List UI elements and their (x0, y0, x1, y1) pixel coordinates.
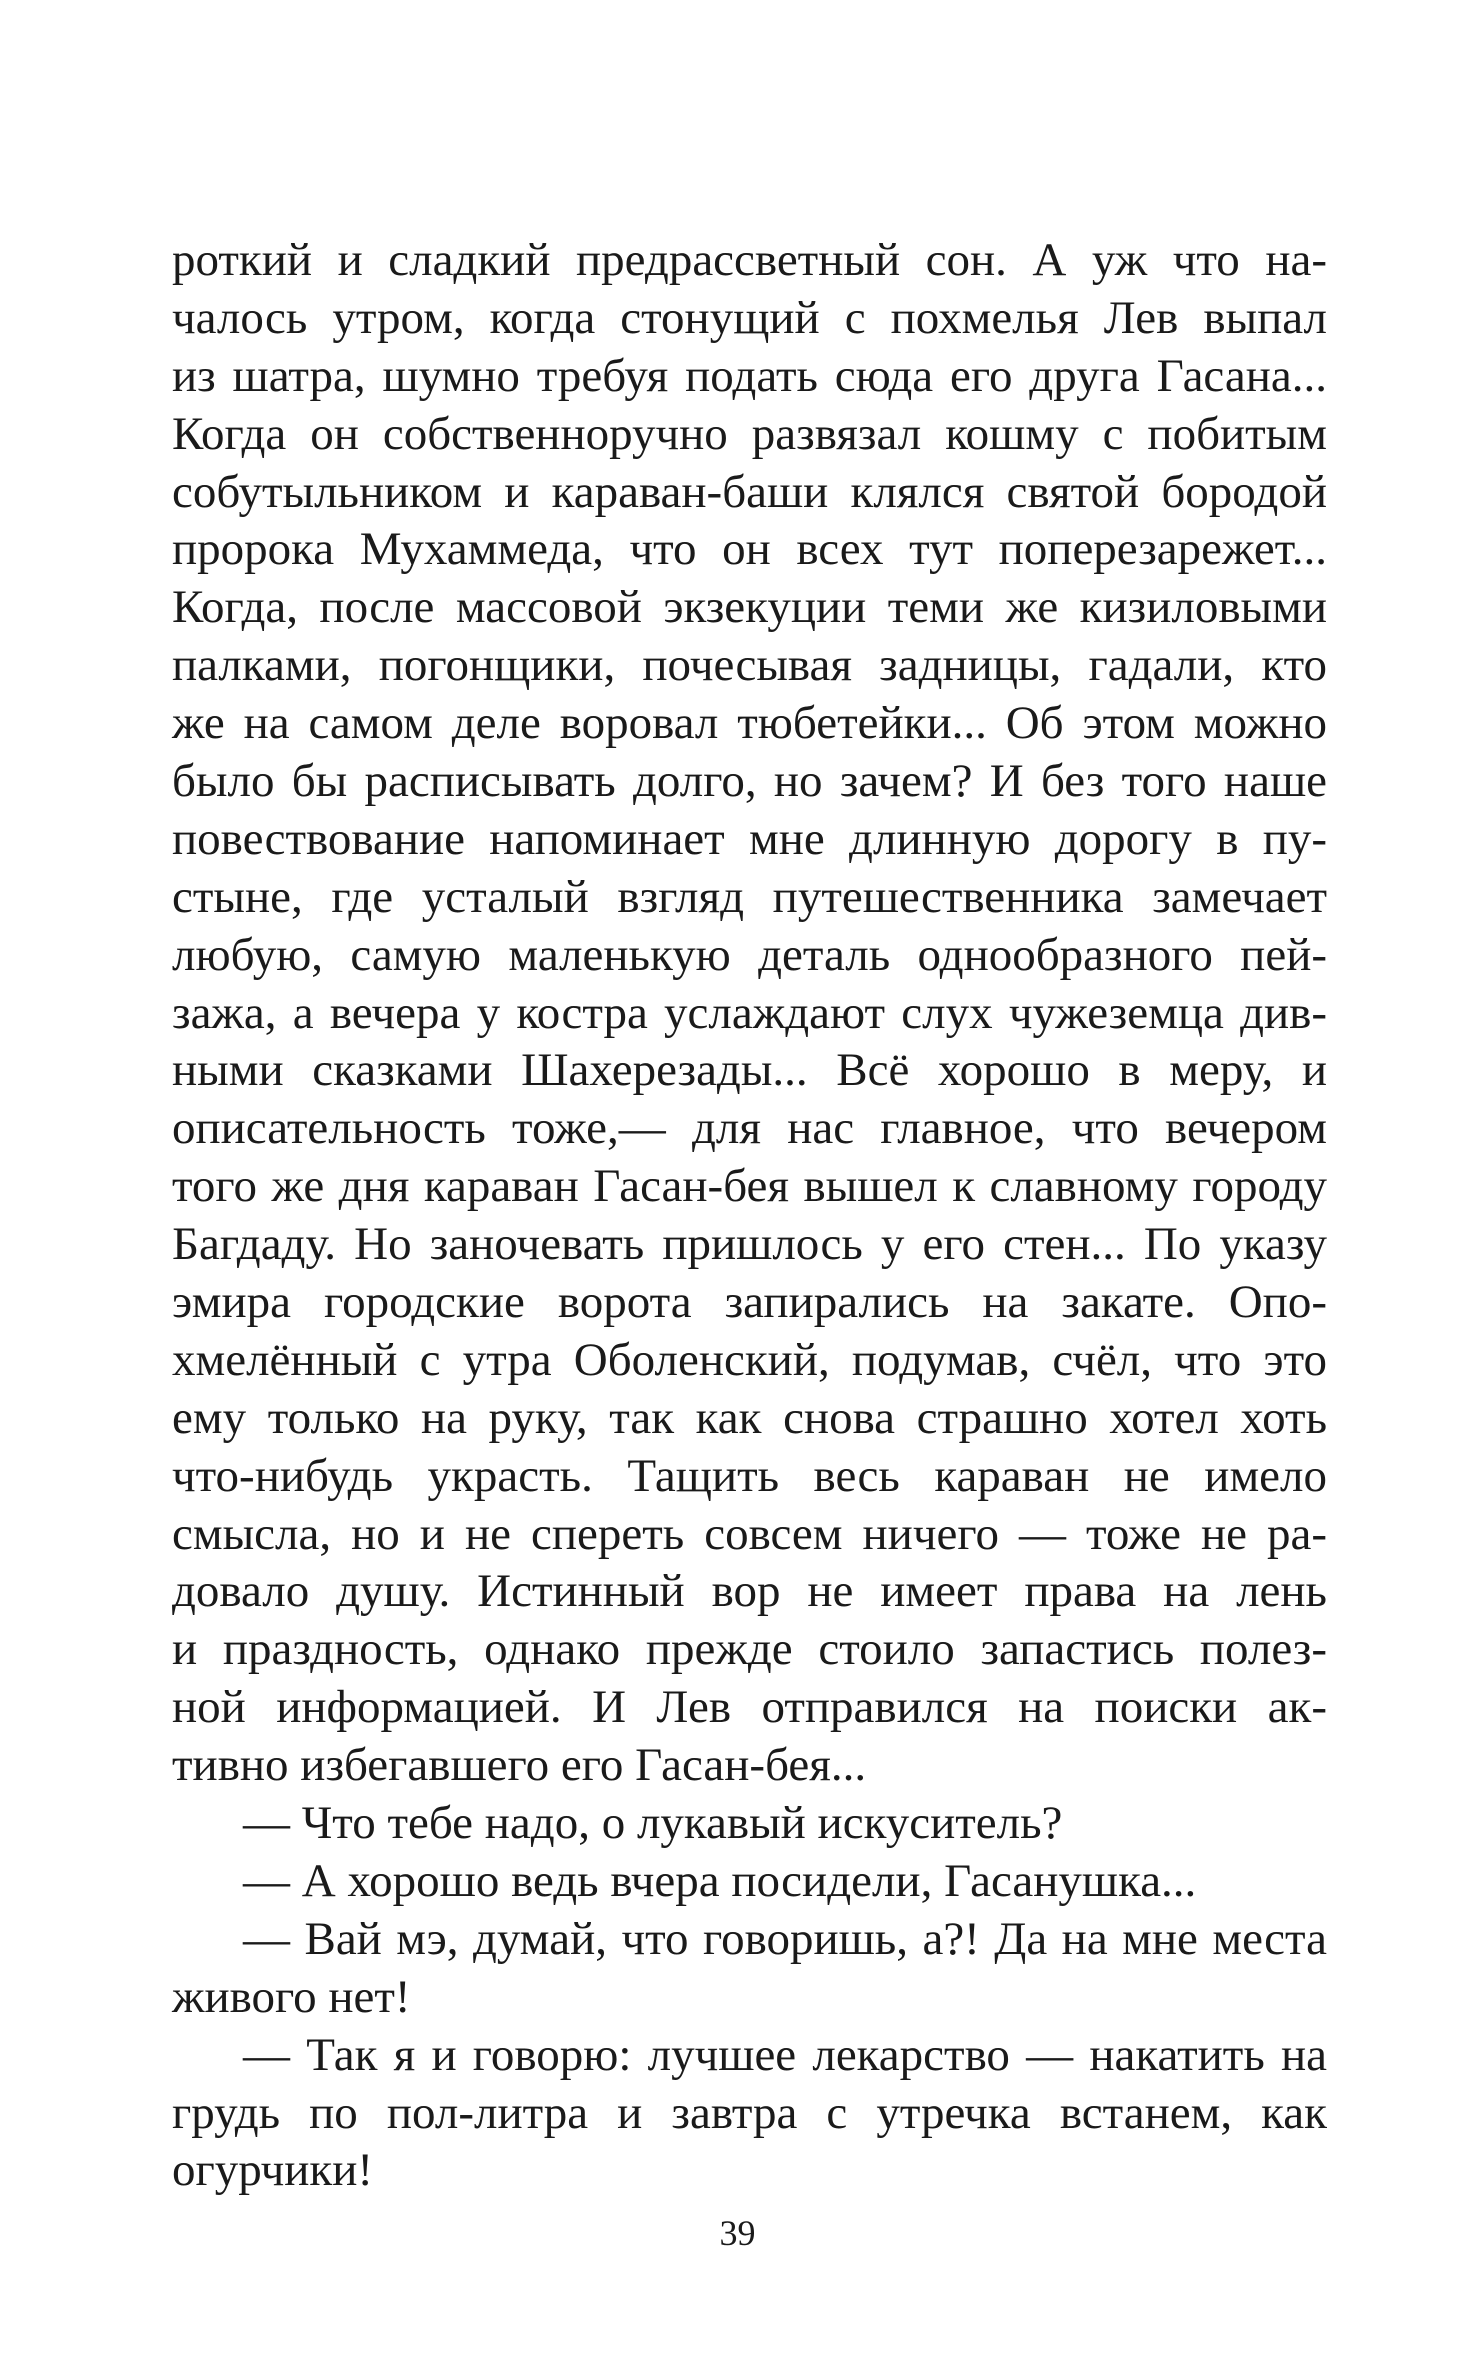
text-line: и праздность, однако прежде стоило запастись полез- (172, 1623, 1327, 1676)
text-line: ными сказками Шахерезады... Всё хорошо в меру, и (172, 1044, 1327, 1097)
text-line: повествование напоминает мне длинную дорогу в пу- (172, 812, 1327, 865)
text-line: смысла, но и не спереть совсем ничего — тоже не ра- (172, 1507, 1327, 1560)
text-line: что-нибудь украсть. Тащить весь караван не имело (172, 1449, 1327, 1502)
text-line: грудь по пол-литра и завтра с утречка встанем, как (172, 2086, 1327, 2139)
text-line: зажа, а вечера у костра услаждают слух чужеземца див- (172, 986, 1327, 1039)
text-line: ной информацией. И Лев отправился на поиски ак- (172, 1681, 1327, 1734)
text-line: — А хорошо ведь вчера посидели, Гасанушка... (243, 1854, 1197, 1907)
text-line: живого нет! (172, 1970, 411, 2023)
text-line: — Вай мэ, думай, что говоришь, а?! Да на мне места (243, 1912, 1327, 1965)
text-line: описательность тоже,— для нас главное, что вечером (172, 1102, 1327, 1155)
text-line: собутыльником и караван-баши клялся святой бородой (172, 465, 1327, 518)
text-line: того же дня караван Гасан-бея вышел к славному городу (172, 1160, 1327, 1213)
text-line: Когда, после массовой экзекуции теми же кизиловыми (172, 581, 1327, 634)
text-line: пророка Мухаммеда, что он всех тут поперезарежет... (172, 523, 1327, 576)
text-line: любую, самую маленькую деталь однообразного пей- (172, 928, 1327, 981)
text-line: огурчики! (172, 2144, 374, 2197)
body-text (172, 232, 1327, 2200)
text-line: же на самом деле воровал тюбетейки... Об этом можно (172, 697, 1327, 750)
text-line: эмира городские ворота запирались на закате. Опо- (172, 1276, 1327, 1329)
text-line: тивно избегавшего его Гасан-бея... (172, 1739, 867, 1792)
text-line: — Так я и говорю: лучшее лекарство — накатить на (243, 2028, 1327, 2081)
text-line: из шатра, шумно требуя подать сюда его друга Гасана... (172, 349, 1327, 402)
text-line: хмелённый с утра Оболенский, подумав, счёл, что это (172, 1333, 1327, 1386)
text-line: чалось утром, когда стонущий с похмелья Лев выпал (172, 291, 1327, 344)
text-line: — Что тебе надо, о лукавый искуситель? (243, 1797, 1063, 1850)
page-number: 39 (719, 2213, 756, 2253)
text-line: роткий и сладкий предрассветный сон. А уж что на- (172, 234, 1327, 286)
text-line: ему только на руку, так как снова страшно хотел хоть (172, 1391, 1327, 1444)
text-line: довало душу. Истинный вор не имеет права на лень (172, 1565, 1327, 1618)
text-line: палками, погонщики, почесывая задницы, гадали, кто (172, 639, 1327, 692)
text-line: Багдаду. Но заночевать пришлось у его стен... По указу (172, 1218, 1327, 1271)
text-line: было бы расписывать долго, но зачем? И без того наше (172, 755, 1327, 808)
text-line: Когда он собственноручно развязал кошму с побитым (172, 407, 1327, 460)
text-line: стыне, где усталый взгляд путешественника замечает (172, 870, 1327, 923)
